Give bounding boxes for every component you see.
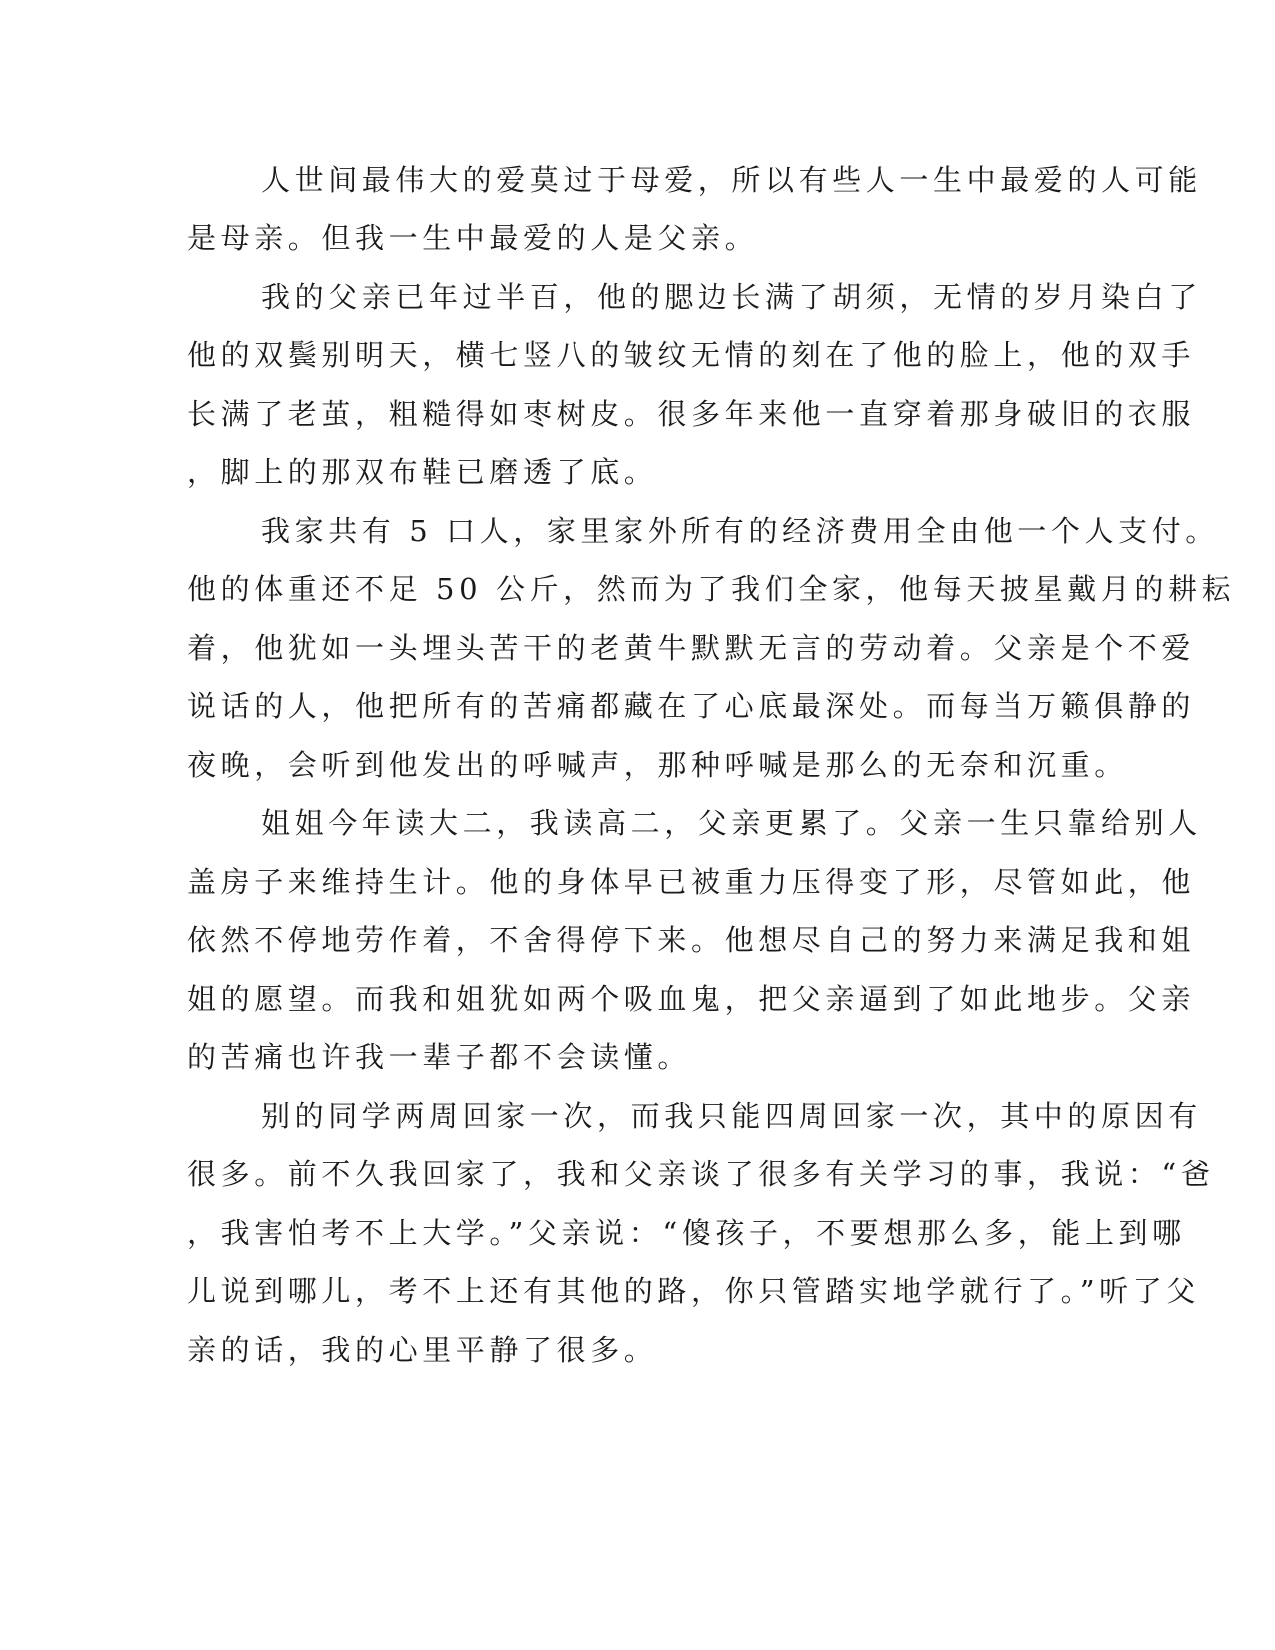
text-line: 他的双鬓别明天，横七竖八的皱纹无情的刻在了他的脸上，他的双手 <box>187 338 1196 372</box>
text-line: 儿说到哪儿，考不上还有其他的路，你只管踏实地学就行了。”听了父 <box>187 1274 1200 1308</box>
text-line: 我的父亲已年过半百，他的腮边长满了胡须，无情的岁月染白了 <box>261 280 1202 314</box>
text-line: 依然不停地劳作着，不舍得停下来。他想尽自己的努力来满足我和姐 <box>187 923 1196 957</box>
text-line: 亲的话，我的心里平静了很多。 <box>187 1333 658 1367</box>
text-line: 盖房子来维持生计。他的身体早已被重力压得变了形，尽管如此，他 <box>187 865 1196 899</box>
text-line: 说话的人，他把所有的苦痛都藏在了心底最深处。而每当万籁俱静的 <box>187 689 1196 723</box>
text-line: 姐姐今年读大二，我读高二，父亲更累了。父亲一生只靠给别人 <box>261 806 1202 840</box>
text-line: 他的体重还不足 50 公斤，然而为了我们全家，他每天披星戴月的耕耘 <box>187 572 1236 606</box>
text-line: 别的同学两周回家一次，而我只能四周回家一次，其中的原因有 <box>261 1099 1202 1133</box>
text-line: 很多。前不久我回家了，我和父亲谈了很多有关学习的事，我说：“爸 <box>187 1157 1215 1191</box>
text-line: 姐的愿望。而我和姐犹如两个吸血鬼，把父亲逼到了如此地步。父亲 <box>187 982 1196 1016</box>
text-line: 着，他犹如一头埋头苦干的老黄牛默默无言的劳动着。父亲是个不爱 <box>187 631 1196 665</box>
text-line: 长满了老茧，粗糙得如枣树皮。很多年来他一直穿着那身破旧的衣服 <box>187 397 1196 431</box>
text-line: 我家共有 5 口人，家里家外所有的经济费用全由他一个人支付。 <box>261 514 1219 548</box>
text-line: ，我害怕考不上大学。”父亲说：“傻孩子，不要想那么多，能上到哪 <box>187 1216 1186 1250</box>
text-line: ，脚上的那双布鞋已磨透了底。 <box>187 455 658 489</box>
text-line: 的苦痛也许我一辈子都不会读懂。 <box>187 1040 692 1074</box>
text-line: 人世间最伟大的爱莫过于母爱，所以有些人一生中最爱的人可能 <box>261 163 1202 197</box>
text-line: 夜晚，会听到他发出的呼喊声，那种呼喊是那么的无奈和沉重。 <box>187 748 1128 782</box>
text-line: 是母亲。但我一生中最爱的人是父亲。 <box>187 221 759 255</box>
